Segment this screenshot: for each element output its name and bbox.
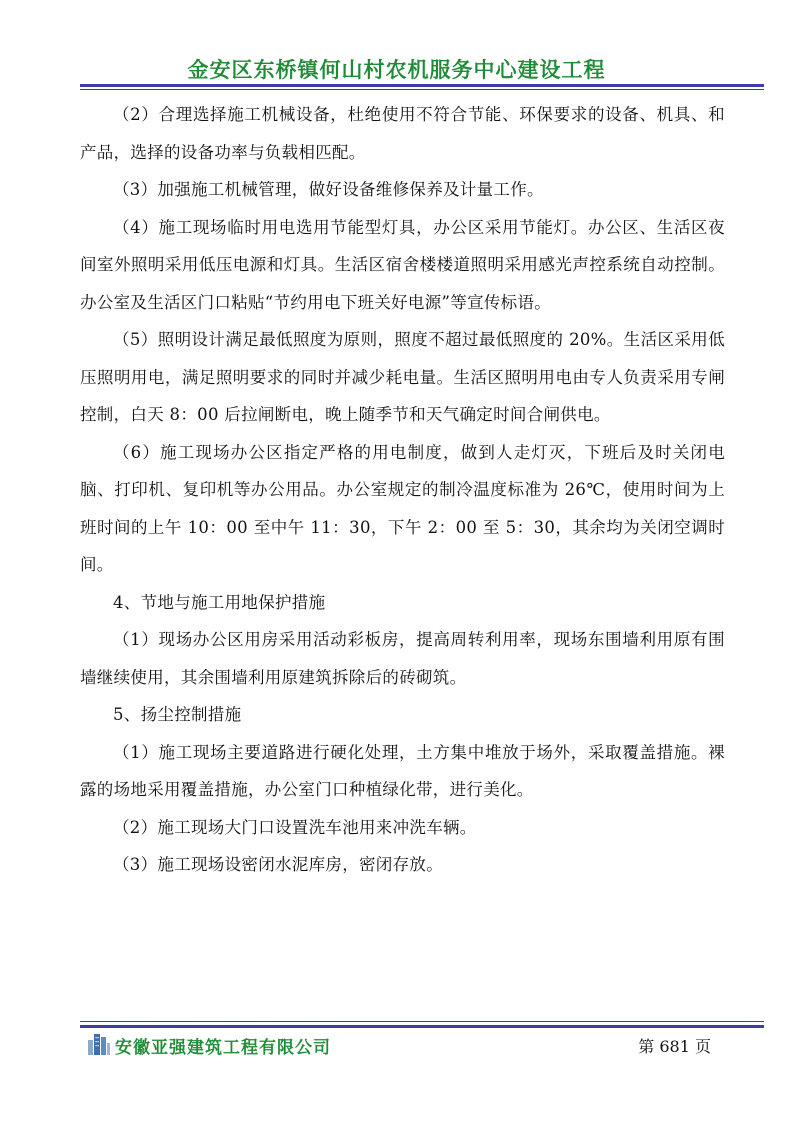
building-logo-icon bbox=[87, 1031, 111, 1055]
page-header-title: 金安区东桥镇何山村农机服务中心建设工程 bbox=[187, 58, 606, 82]
header-rule bbox=[80, 84, 764, 87]
footer-company-name: 安徽亚强建筑工程有限公司 bbox=[115, 1038, 331, 1058]
footer-rule-thin bbox=[80, 1021, 764, 1022]
header-rule-thin bbox=[80, 89, 764, 90]
paragraph: （2）合理选择施工机械设备，杜绝使用不符合节能、环保要求的设备、机具、和产品，选择的设备功率与负载相匹配。 bbox=[80, 105, 725, 162]
document-body bbox=[80, 96, 725, 884]
page-number: 第 681 页 bbox=[638, 1037, 711, 1056]
paragraph: （4）施工现场临时用电选用节能型灯具，办公区采用节能灯。办公区、生活区夜间室外照明采用低压电源和灯具。生活区宿舍楼楼道照明采用感光声控系统自动控制。办公室及生活区门口粘贴“节约用电下班关好电源”等宣传标语。 bbox=[80, 217, 725, 312]
section-heading: 5、扬尘控制措施 bbox=[113, 705, 242, 724]
footer-rule bbox=[80, 1025, 764, 1028]
paragraph: （3）施工现场设密闭水泥库房，密闭存放。 bbox=[113, 855, 443, 874]
paragraph: （1）施工现场主要道路进行硬化处理，土方集中堆放于场外，采取覆盖措施。裸露的场地采用覆盖措施，办公室门口种植绿化带，进行美化。 bbox=[80, 742, 725, 799]
paragraph: （5）照明设计满足最低照度为原则，照度不超过最低照度的 20%。生活区采用低压照明用电，满足照明要求的同时并减少耗电量。生活区照明用电由专人负责采用专闸控制，白天 8：00 后拉闸断电，晚上随季节和天气确定时间合闸供电。 bbox=[80, 330, 725, 424]
section-heading: 4、节地与施工用地保护措施 bbox=[113, 592, 326, 612]
paragraph: （2）施工现场大门口设置洗车池用来冲洗车辆。 bbox=[113, 817, 477, 837]
paragraph: （1）现场办公区用房采用活动彩板房，提高周转利用率，现场东围墙利用原有围墙继续使用，其余围墙利用原建筑拆除后的砖砌筑。 bbox=[80, 630, 725, 687]
paragraph: （3）加强施工机械管理，做好设备维修保养及计量工作。 bbox=[113, 180, 544, 199]
paragraph: （6）施工现场办公区指定严格的用电制度，做到人走灯灭，下班后及时关闭电脑、打印机、复印机等办公用品。办公室规定的制冷温度标准为 26℃，使用时间为上班时间的上午 10：00 至中午 11：30，下午 2：00 至 5：30，其余均为关闭空调时间。 bbox=[80, 442, 725, 574]
